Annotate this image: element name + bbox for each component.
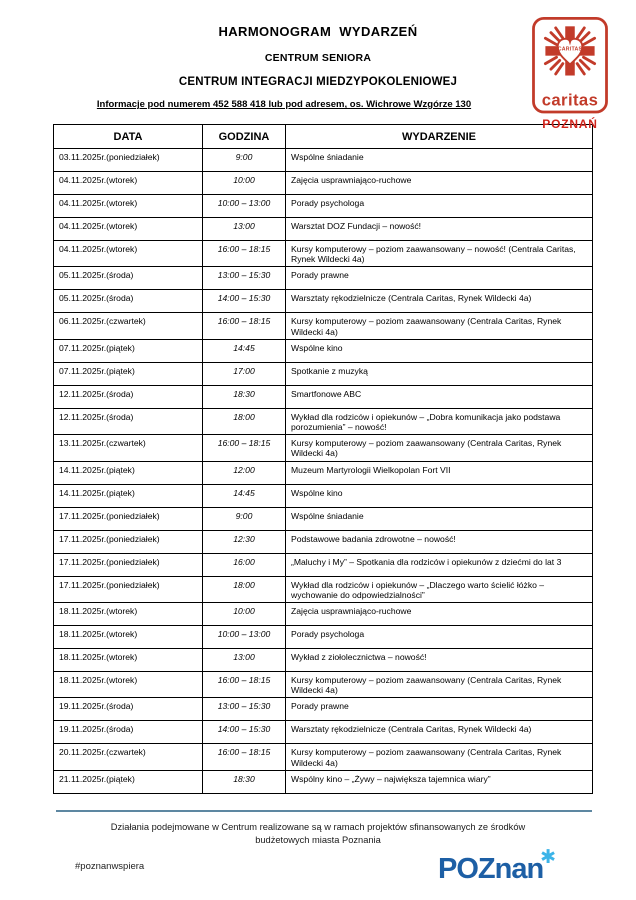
date-cell: 20.11.2025r.(czwartek) <box>54 744 203 770</box>
table-row <box>54 313 593 339</box>
date-cell: 18.11.2025r.(wtorek) <box>54 626 203 649</box>
date-cell: 04.11.2025r.(wtorek) <box>54 195 203 218</box>
date-cell: 04.11.2025r.(wtorek) <box>54 172 203 195</box>
time-cell: 16:00 – 18:15 <box>203 241 286 267</box>
table-row <box>54 435 593 461</box>
table-row <box>54 672 593 698</box>
time-cell: 18:30 <box>203 770 286 793</box>
time-cell: 14:00 – 15:30 <box>203 721 286 744</box>
funding-note: Działania podejmowane w Centrum realizowane są w ramach projektów sfinansowanych ze środków budżetowych miasta Poznania <box>110 822 526 845</box>
date-cell: 21.11.2025r.(piątek) <box>54 770 203 793</box>
column-header-wydarzenie: WYDARZENIE <box>286 125 593 149</box>
table-row <box>54 530 593 553</box>
event-cell: Warsztaty rękodzielnicze (Centrala Caritas, Rynek Wildecki 4a) <box>286 290 593 313</box>
time-cell: 14:45 <box>203 484 286 507</box>
date-cell: 12.11.2025r.(środa) <box>54 385 203 408</box>
table-row <box>54 507 593 530</box>
time-cell: 18:30 <box>203 385 286 408</box>
date-cell: 17.11.2025r.(poniedziałek) <box>54 576 203 602</box>
event-cell: „Maluchy i My” – Spotkania dla rodziców i opiekunów z dziećmi do lat 3 <box>286 553 593 576</box>
schedule-table <box>53 124 593 794</box>
event-cell: Kursy komputerowy – poziom zaawansowany (Centrala Caritas, Rynek Wildecki 4a) <box>286 313 593 339</box>
date-cell: 13.11.2025r.(czwartek) <box>54 435 203 461</box>
date-cell: 06.11.2025r.(czwartek) <box>54 313 203 339</box>
poznan-logo-text: POZnan <box>438 853 544 885</box>
date-cell: 05.11.2025r.(środa) <box>54 290 203 313</box>
table-row <box>54 553 593 576</box>
event-cell: Spotkanie z muzyką <box>286 362 593 385</box>
time-cell: 16:00 – 18:15 <box>203 435 286 461</box>
table-row <box>54 362 593 385</box>
table-row <box>54 744 593 770</box>
date-cell: 18.11.2025r.(wtorek) <box>54 649 203 672</box>
date-cell: 12.11.2025r.(środa) <box>54 408 203 434</box>
event-cell: Porady prawne <box>286 698 593 721</box>
time-cell: 13:00 – 15:30 <box>203 698 286 721</box>
poznan-logo-star-icon: ✱ <box>540 847 557 868</box>
event-cell: Porady prawne <box>286 267 593 290</box>
subtitle-centrum-seniora: CENTRUM SENIORA <box>264 52 372 64</box>
time-cell: 10:00 – 13:00 <box>203 626 286 649</box>
table-row <box>54 721 593 744</box>
table-row <box>54 626 593 649</box>
event-cell: Smartfonowe ABC <box>286 385 593 408</box>
event-cell: Wspólne śniadanie <box>286 507 593 530</box>
time-cell: 9:00 <box>203 507 286 530</box>
table-row <box>54 576 593 602</box>
time-cell: 13:00 <box>203 649 286 672</box>
table-header-row <box>54 125 593 149</box>
table-row <box>54 290 593 313</box>
time-cell: 18:00 <box>203 408 286 434</box>
event-cell: Zajęcia usprawniająco-ruchowe <box>286 172 593 195</box>
date-cell: 07.11.2025r.(piątek) <box>54 362 203 385</box>
caritas-heart-label: CARITAS <box>557 46 583 53</box>
event-cell: Wykład dla rodziców i opiekunów – „Dlaczego warto ścielić łóżko – wychowanie do odpowiedzialności” <box>286 576 593 602</box>
date-cell: 17.11.2025r.(poniedziałek) <box>54 507 203 530</box>
poznan-city-logo <box>438 847 559 886</box>
column-header-data: DATA <box>54 125 203 149</box>
table-row <box>54 241 593 267</box>
event-cell: Kursy komputerowy – poziom zaawansowany (Centrala Caritas, Rynek Wildecki 4a) <box>286 435 593 461</box>
hashtag-label: #poznanwspiera <box>75 861 145 872</box>
time-cell: 13:00 <box>203 218 286 241</box>
event-cell: Wspólne kino <box>286 484 593 507</box>
table-row <box>54 172 593 195</box>
time-cell: 18:00 <box>203 576 286 602</box>
event-cell: Podstawowe badania zdrowotne – nowość! <box>286 530 593 553</box>
date-cell: 18.11.2025r.(wtorek) <box>54 672 203 698</box>
time-cell: 16:00 – 18:15 <box>203 672 286 698</box>
event-cell: Porady psychologa <box>286 195 593 218</box>
table-body <box>54 149 593 794</box>
event-cell: Kursy komputerowy – poziom zaawansowany – nowość! (Centrala Caritas, Rynek Wildecki 4a) <box>286 241 593 267</box>
date-cell: 14.11.2025r.(piątek) <box>54 484 203 507</box>
time-cell: 12:30 <box>203 530 286 553</box>
time-cell: 10:00 <box>203 172 286 195</box>
table-row <box>54 770 593 793</box>
time-cell: 9:00 <box>203 149 286 172</box>
table-row <box>54 339 593 362</box>
table-row <box>54 698 593 721</box>
date-cell: 04.11.2025r.(wtorek) <box>54 241 203 267</box>
time-cell: 14:45 <box>203 339 286 362</box>
table-row <box>54 649 593 672</box>
date-cell: 07.11.2025r.(piątek) <box>54 339 203 362</box>
date-cell: 18.11.2025r.(wtorek) <box>54 603 203 626</box>
table-row <box>54 461 593 484</box>
caritas-wordmark: caritas <box>541 90 599 110</box>
caritas-emblem-icon <box>530 16 610 116</box>
time-cell: 10:00 – 13:00 <box>203 195 286 218</box>
event-cell: Warsztat DOZ Fundacji – nowość! <box>286 218 593 241</box>
date-cell: 19.11.2025r.(środa) <box>54 721 203 744</box>
table-row <box>54 484 593 507</box>
event-cell: Wykład dla rodziców i opiekunów – „Dobra komunikacja jako podstawa porozumienia” – nowość! <box>286 408 593 434</box>
event-cell: Kursy komputerowy – poziom zaawansowany (Centrala Caritas, Rynek Wildecki 4a) <box>286 672 593 698</box>
time-cell: 10:00 <box>203 603 286 626</box>
event-cell: Warsztaty rękodzielnicze (Centrala Caritas, Rynek Wildecki 4a) <box>286 721 593 744</box>
date-cell: 04.11.2025r.(wtorek) <box>54 218 203 241</box>
event-cell: Muzeum Martyrologii Wielkopolan Fort VII <box>286 461 593 484</box>
time-cell: 12:00 <box>203 461 286 484</box>
table-row <box>54 149 593 172</box>
time-cell: 13:00 – 15:30 <box>203 267 286 290</box>
caritas-logo <box>518 16 622 131</box>
document-header <box>0 0 636 131</box>
time-cell: 14:00 – 15:30 <box>203 290 286 313</box>
page-title: HARMONOGRAM WYDARZEŃ <box>218 24 418 39</box>
event-cell: Zajęcia usprawniająco-ruchowe <box>286 603 593 626</box>
time-cell: 16:00 – 18:15 <box>203 313 286 339</box>
event-cell: Wspólne kino <box>286 339 593 362</box>
table-row <box>54 218 593 241</box>
event-cell: Wspólne śniadanie <box>286 149 593 172</box>
time-cell: 17:00 <box>203 362 286 385</box>
contact-info: Informacje pod numerem 452 588 418 lub pod adresem, os. Wichrowe Wzgórze 130 <box>96 99 472 110</box>
time-cell: 16:00 <box>203 553 286 576</box>
date-cell: 03.11.2025r.(poniedziałek) <box>54 149 203 172</box>
caritas-city-label: POZNAŃ <box>542 117 598 131</box>
column-header-godzina: GODZINA <box>203 125 286 149</box>
subtitle-centrum-integracji: CENTRUM INTEGRACJI MIEDZYPOKOLENIOWEJ <box>178 76 458 88</box>
table-row <box>54 195 593 218</box>
event-cell: Wykład z ziołolecznictwa – nowość! <box>286 649 593 672</box>
footer-divider <box>56 810 592 812</box>
date-cell: 19.11.2025r.(środa) <box>54 698 203 721</box>
event-cell: Kursy komputerowy – poziom zaawansowany (Centrala Caritas, Rynek Wildecki 4a) <box>286 744 593 770</box>
date-cell: 05.11.2025r.(środa) <box>54 267 203 290</box>
table-row <box>54 267 593 290</box>
time-cell: 16:00 – 18:15 <box>203 744 286 770</box>
date-cell: 14.11.2025r.(piątek) <box>54 461 203 484</box>
table-row <box>54 385 593 408</box>
event-cell: Porady psychologa <box>286 626 593 649</box>
table-row <box>54 408 593 434</box>
table-row <box>54 603 593 626</box>
date-cell: 17.11.2025r.(poniedziałek) <box>54 553 203 576</box>
event-cell: Wspólny kino – „Żywy – największa tajemnica wiary” <box>286 770 593 793</box>
date-cell: 17.11.2025r.(poniedziałek) <box>54 530 203 553</box>
